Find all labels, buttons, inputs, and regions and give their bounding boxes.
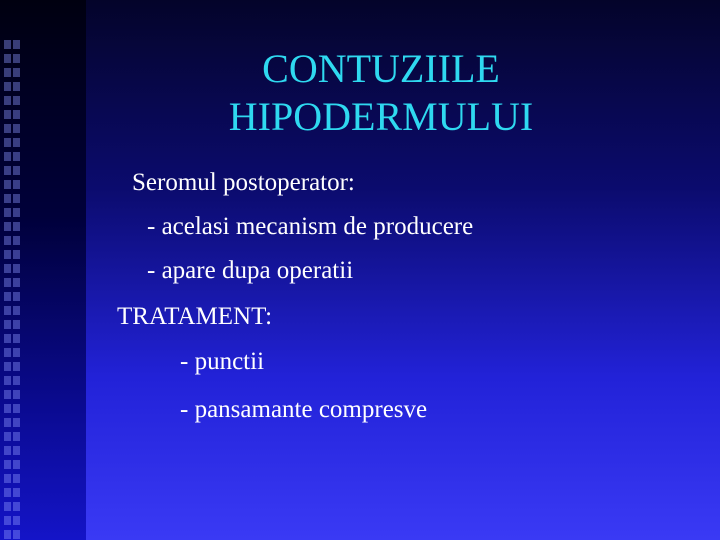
body-line-punctii: - punctii [180, 348, 265, 375]
body-line-mecanism: - acelasi mecanism de producere [147, 213, 474, 240]
slide-title [86, 45, 676, 141]
body-line-tratament: TRATAMENT: [117, 303, 273, 330]
title-line-1: CONTUZIILE [262, 46, 500, 91]
dotted-pattern [4, 40, 20, 540]
body-line-pansamante: - pansamante compresve [180, 396, 428, 423]
left-decorative-band [0, 0, 86, 540]
title-line-2: HIPODERMULUI [228, 94, 534, 139]
body-line-operatii: - apare dupa operatii [147, 257, 354, 284]
body-line-seromul: Seromul postoperator: [132, 169, 355, 196]
